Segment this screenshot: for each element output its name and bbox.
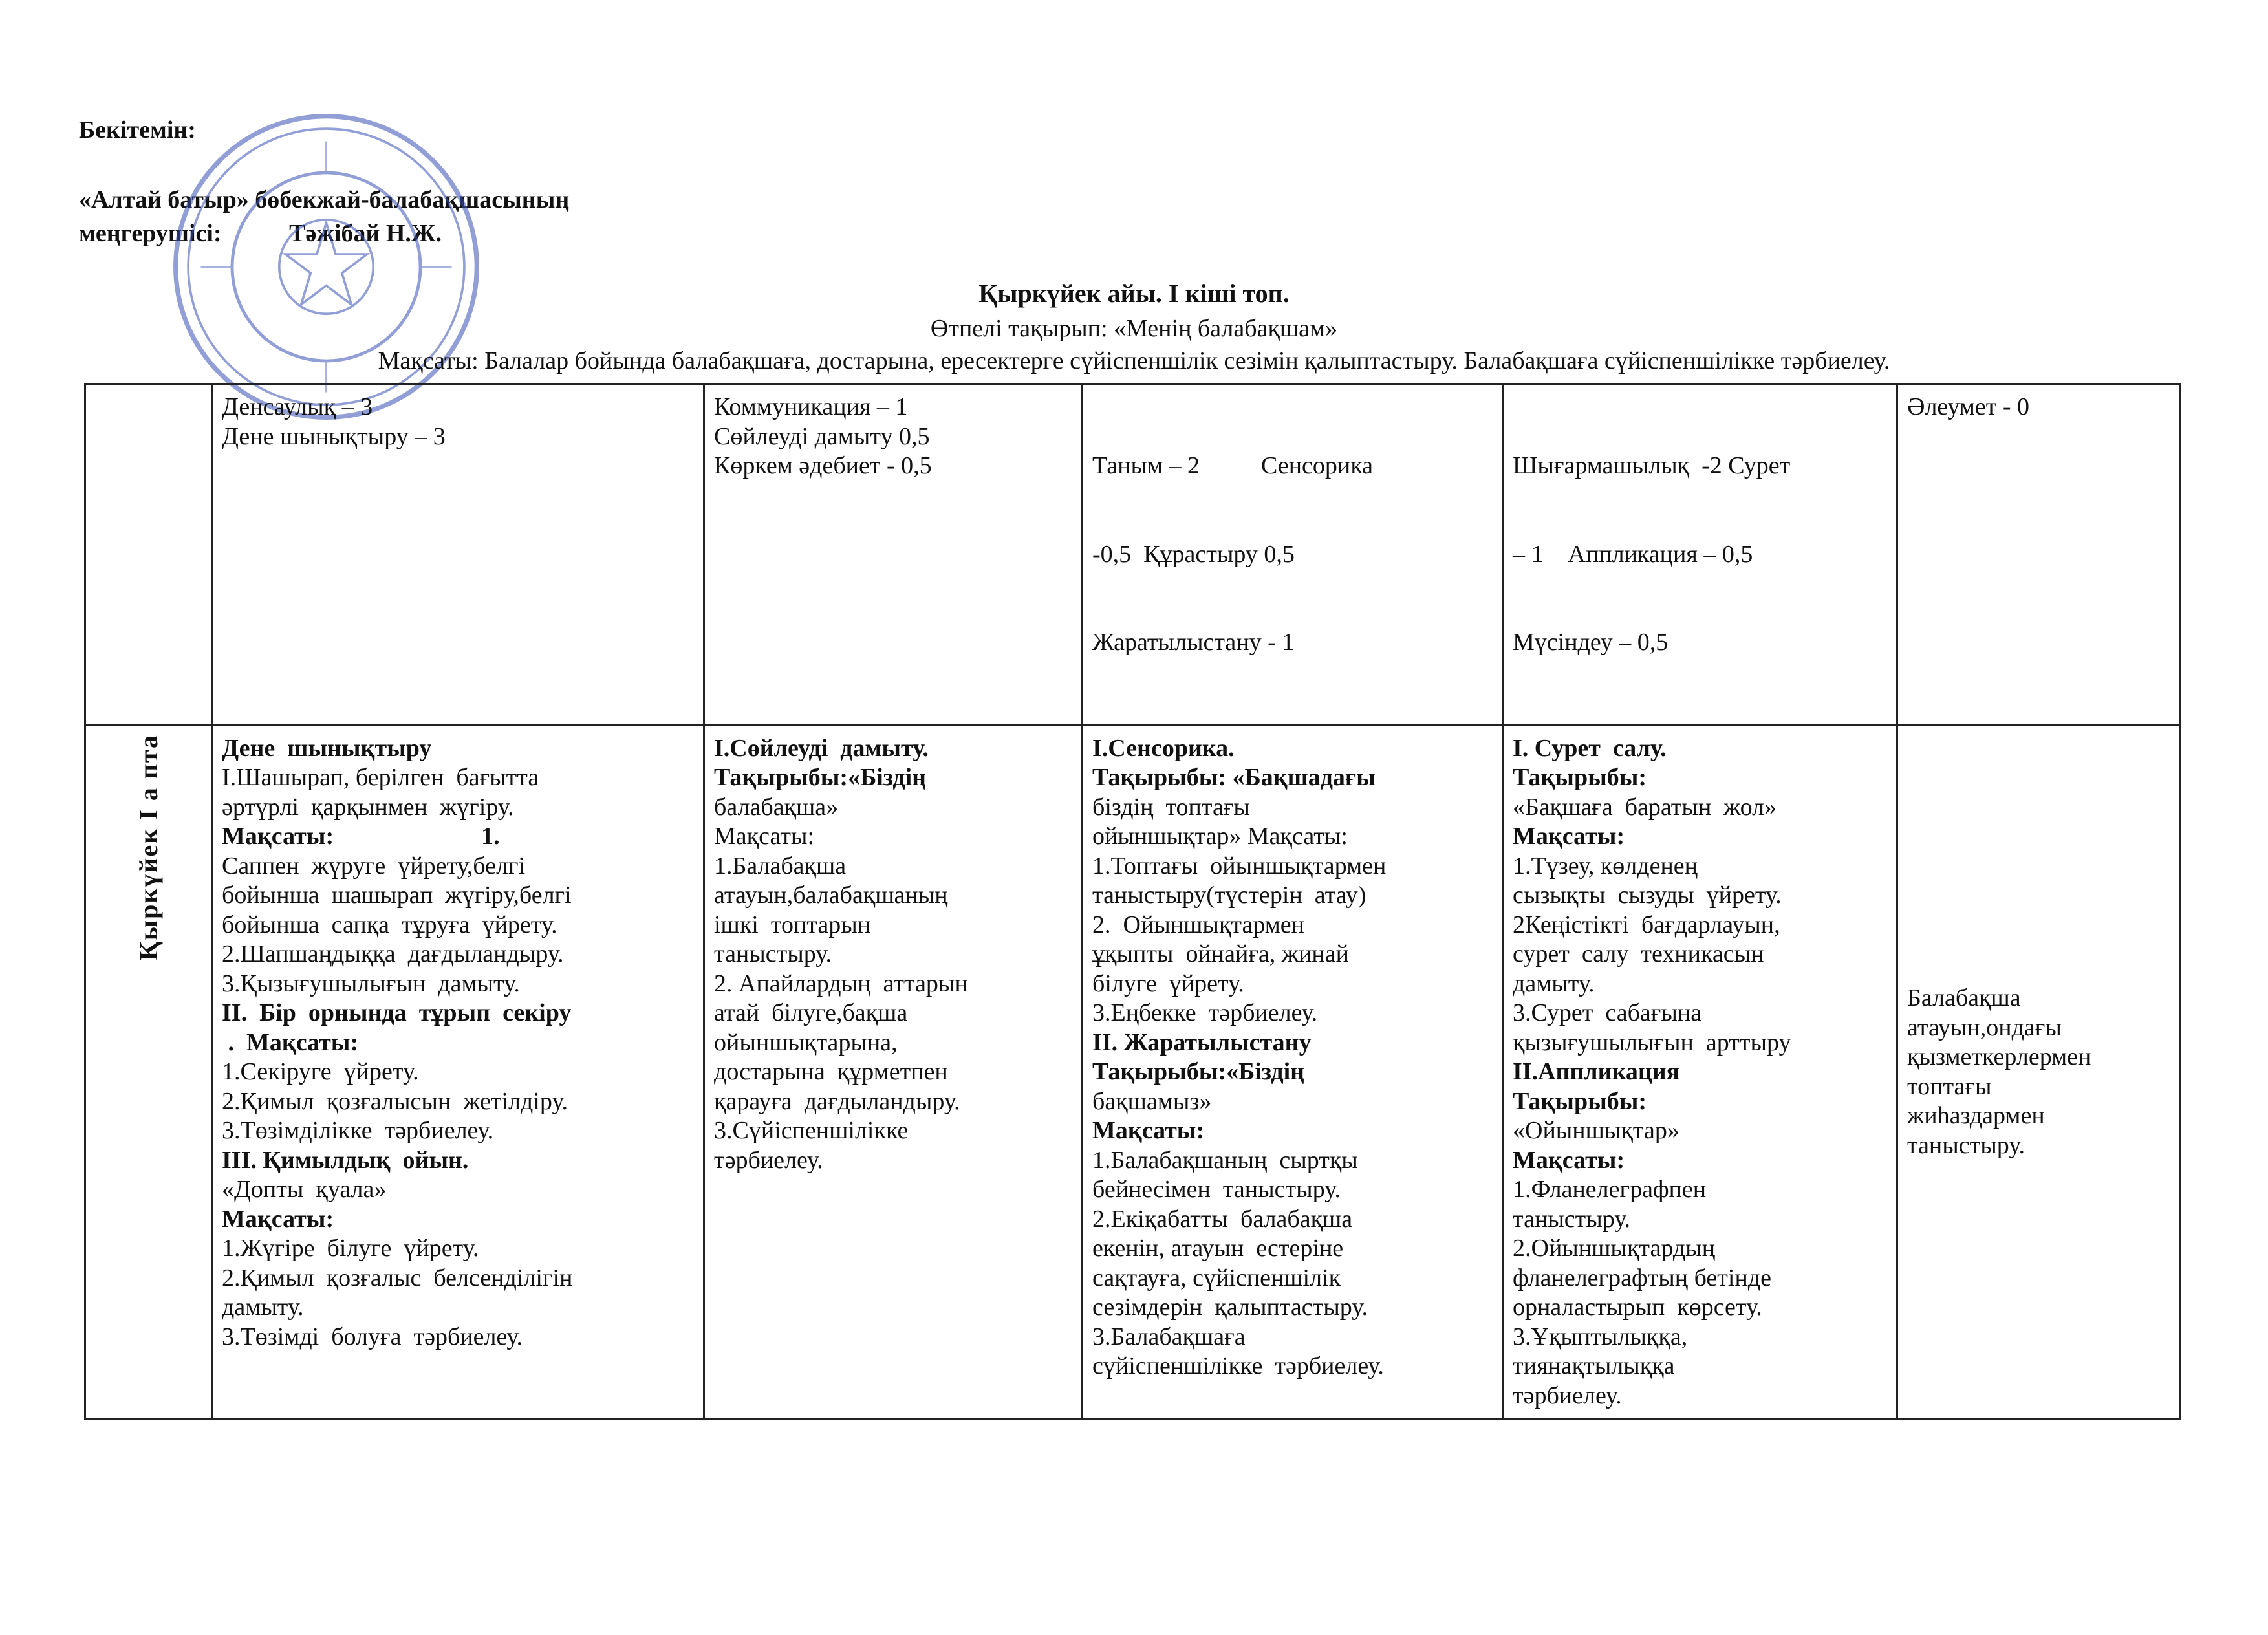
text-line: Мақсаты: bbox=[222, 1205, 334, 1233]
text-line: ұқыпты ойнайға, жинай bbox=[1092, 940, 1349, 968]
text-line: әртүрлі қарқынмен жүгіру. bbox=[222, 793, 514, 821]
text-line: 2.Қимыл қозғалысын жетілдіру. bbox=[222, 1087, 568, 1115]
cell-physical-education bbox=[212, 725, 704, 1420]
table-header-row bbox=[85, 384, 2181, 726]
text-line: «Бақшаға баратын жол» bbox=[1513, 793, 1777, 821]
text-line: Балабақша bbox=[1907, 984, 2021, 1012]
text-line: І.Сөйлеуді дамыту. bbox=[714, 734, 929, 762]
text-line: Дене шынықтыру bbox=[222, 734, 432, 762]
text-line: 2. Ойыншықтармен bbox=[1092, 911, 1305, 938]
text-line: ІІ. Бір орнында тұрып секіру bbox=[222, 999, 572, 1026]
text-line: Мақсаты: bbox=[1092, 1117, 1205, 1144]
text-line: балабақша» bbox=[714, 793, 839, 821]
document-title: Қыркүйек айы. І кіші топ. bbox=[978, 279, 1290, 308]
text-line: таныстыру(түстерін атау) bbox=[1092, 882, 1366, 909]
text-line: топтағы bbox=[1907, 1072, 1992, 1100]
text-line: 2.Қимыл қозғалыс белсенділігін bbox=[222, 1264, 573, 1292]
text-line: Мақсаты: bbox=[714, 823, 815, 850]
text-line: 1.Фланелеграфпен bbox=[1513, 1176, 1707, 1203]
text-line: достарына құрметпен bbox=[714, 1058, 948, 1085]
document-topic: Өтпелі тақырып: «Менің балабақшам» bbox=[930, 315, 1338, 342]
text-line: 1.Жүгіре білуге үйрету. bbox=[222, 1235, 479, 1262]
text-line: 3.Еңбекке тәрбиелеу. bbox=[1092, 999, 1318, 1026]
text-line: сақтауға, сүйіспеншілік bbox=[1092, 1264, 1341, 1292]
text-line: «Допты қуала» bbox=[222, 1176, 387, 1203]
text-line: І.Шашырап, берілген бағытта bbox=[222, 764, 539, 791]
lesson-plan-table bbox=[84, 383, 2181, 1420]
text-line: дамыту. bbox=[222, 1294, 304, 1321]
text-line: сурет салу техникасын bbox=[1513, 940, 1764, 968]
text-line: біздің топтағы bbox=[1092, 793, 1250, 821]
cell-drawing-applique bbox=[1503, 725, 1897, 1420]
text-line: 1.Секіруге үйрету. bbox=[222, 1058, 419, 1085]
text-line: 2. Апайлардың аттарын bbox=[714, 969, 968, 997]
text-line: 2.Шапшаңдыққа дағдыландыру. bbox=[222, 940, 564, 968]
text-line: ойыншықтар» Мақсаты: bbox=[1092, 823, 1348, 850]
text-line: 1.Балабақшаның сыртқы bbox=[1092, 1146, 1358, 1174]
text-line: бейнесімен таныстыру. bbox=[1092, 1176, 1341, 1203]
header-cell-cognition: Таным – 2 Сенсорика -0,5 Құрастыру 0,5 Жаратылыстану - 1 bbox=[1083, 384, 1503, 726]
text-line: Тақырыбы: bbox=[1513, 1087, 1647, 1115]
text-line: 3.Балабақшаға bbox=[1092, 1323, 1246, 1350]
text-line: Тақырыбы: «Бақшадағы bbox=[1092, 764, 1376, 791]
text-line: тиянақтылыққа bbox=[1513, 1352, 1675, 1380]
text-line: бойынша сапқа тұруға үйрету. bbox=[222, 911, 557, 938]
header-cell-communication: Коммуникация – 1 Сөйлеуді дамыту 0,5 Көркем әдебиет - 0,5 bbox=[704, 384, 1083, 726]
text-line: екенін, атауын естеріне bbox=[1092, 1235, 1344, 1262]
text-line: дамыту. bbox=[1513, 969, 1595, 997]
text-line: «Ойыншықтар» bbox=[1513, 1117, 1679, 1144]
text-line: 1.Топтағы ойыншықтармен bbox=[1092, 852, 1387, 880]
text-line: жиһаздармен bbox=[1907, 1102, 2045, 1130]
document-goal: Мақсаты: Балалар бойында балабақшаға, достарына, ересектерге сүйіспеншілік сезімін қалыптастыру. Балабақшаға сүйіспеншілікке тәрбиелеу. bbox=[378, 347, 1890, 374]
week-label-cell bbox=[85, 725, 212, 1420]
cell-social-familiarization bbox=[1897, 725, 2181, 1420]
text-line: қызығушылығын арттыру bbox=[1513, 1028, 1791, 1056]
text-line: . Мақсаты: bbox=[222, 1028, 359, 1056]
header-empty-cell bbox=[85, 384, 212, 726]
header-cell-social: Әлеумет - 0 bbox=[1897, 384, 2181, 726]
text-line: І. Сурет салу. bbox=[1513, 734, 1667, 762]
approval-label: Бекітемін: bbox=[79, 116, 196, 144]
text-line: атай білуге,бақша bbox=[714, 999, 908, 1026]
text-line: 2.Ойыншықтардың bbox=[1513, 1235, 1716, 1262]
text-line: 2.Екіқабатты балабақша bbox=[1092, 1205, 1353, 1233]
text-line: бойынша шашырап жүгіру,белгі bbox=[222, 882, 572, 909]
text-line: Тақырыбы:«Біздің bbox=[714, 764, 927, 791]
text-line: 3.Сүйіспеншілікке bbox=[714, 1117, 909, 1144]
text-line: таныстыру. bbox=[1907, 1131, 2025, 1159]
text-line: таныстыру. bbox=[1513, 1205, 1631, 1233]
text-line: атауын,ондағы bbox=[1907, 1013, 2062, 1041]
text-line: І.Сенсорика. bbox=[1092, 734, 1235, 762]
text-line: Тақырыбы:«Біздің bbox=[1092, 1058, 1305, 1085]
cell-speech-development bbox=[704, 725, 1083, 1420]
text-line: ойыншықтарына, bbox=[714, 1028, 898, 1056]
text-line: сүйіспеншілікке тәрбиелеу. bbox=[1092, 1352, 1384, 1380]
text-line: ІІ. Жаратылыстану bbox=[1092, 1028, 1312, 1056]
text-line: бақшамыз» bbox=[1092, 1087, 1212, 1115]
document-headings bbox=[0, 275, 2268, 377]
text-line: қарауға дағдыландыру. bbox=[714, 1087, 960, 1115]
text-line: 3.Төзімді болуға тәрбиелеу. bbox=[222, 1323, 523, 1350]
text-line: фланелеграфтың бетінде bbox=[1513, 1264, 1771, 1292]
text-line: Мақсаты: bbox=[1513, 1146, 1625, 1174]
text-line: орналастырып көрсету. bbox=[1513, 1294, 1762, 1321]
text-line: 2Кеңістікті бағдарлауын, bbox=[1513, 911, 1780, 938]
text-line: қызметкерлермен bbox=[1907, 1043, 2091, 1071]
text-line: 3.Төзімділікке тәрбиелеу. bbox=[222, 1117, 494, 1144]
text-line: ІІ.Аппликация bbox=[1513, 1058, 1680, 1085]
text-line: 3.Сурет сабағына bbox=[1513, 999, 1702, 1026]
text-line: Тақырыбы: bbox=[1513, 764, 1647, 791]
header-cell-health: Денсаулық – 3 Дене шынықтыру – 3 bbox=[212, 384, 704, 726]
text-line: 1.Түзеу, көлденең bbox=[1513, 852, 1698, 880]
text-line: таныстыру. bbox=[714, 940, 832, 968]
text-line: сызықты сызуды үйрету. bbox=[1513, 882, 1782, 909]
week-label: Қыркүйек І а пта bbox=[133, 733, 163, 960]
table-row-week1 bbox=[85, 725, 2181, 1420]
text-line: атауын,балабақшаның bbox=[714, 882, 948, 909]
text-line: тәрбиелеу. bbox=[1513, 1381, 1622, 1409]
cell-sensory-nature bbox=[1083, 725, 1503, 1420]
text-line: 3.Қызығушылығын дамыту. bbox=[222, 969, 520, 997]
text-line: 3.Ұқыптылыққа, bbox=[1513, 1323, 1688, 1350]
text-line: сезімдерін қалыптастыру. bbox=[1092, 1294, 1368, 1321]
header-cell-creativity: Шығармашылық -2 Сурет – 1 Аппликация – 0,5 Мүсіндеу – 0,5 bbox=[1503, 384, 1897, 726]
approval-organization: «Алтай батыр» бөбекжай-балабақшасының bbox=[79, 186, 570, 213]
text-line: 1.Балабақша bbox=[714, 852, 847, 880]
text-line: Мақсаты: bbox=[1513, 823, 1625, 850]
approval-manager: меңгерушісі: Тәжібай Н.Ж. bbox=[79, 220, 442, 247]
text-line: Саппен жүруге үйрету,белгі bbox=[222, 852, 526, 880]
text-line: білуге үйрету. bbox=[1092, 969, 1244, 997]
text-line: ІІІ. Қимылдық ойын. bbox=[222, 1146, 469, 1174]
text-line: тәрбиелеу. bbox=[714, 1146, 823, 1174]
text-line: ішкі топтарын bbox=[714, 911, 871, 938]
text-line: Мақсаты: 1. bbox=[222, 823, 500, 850]
